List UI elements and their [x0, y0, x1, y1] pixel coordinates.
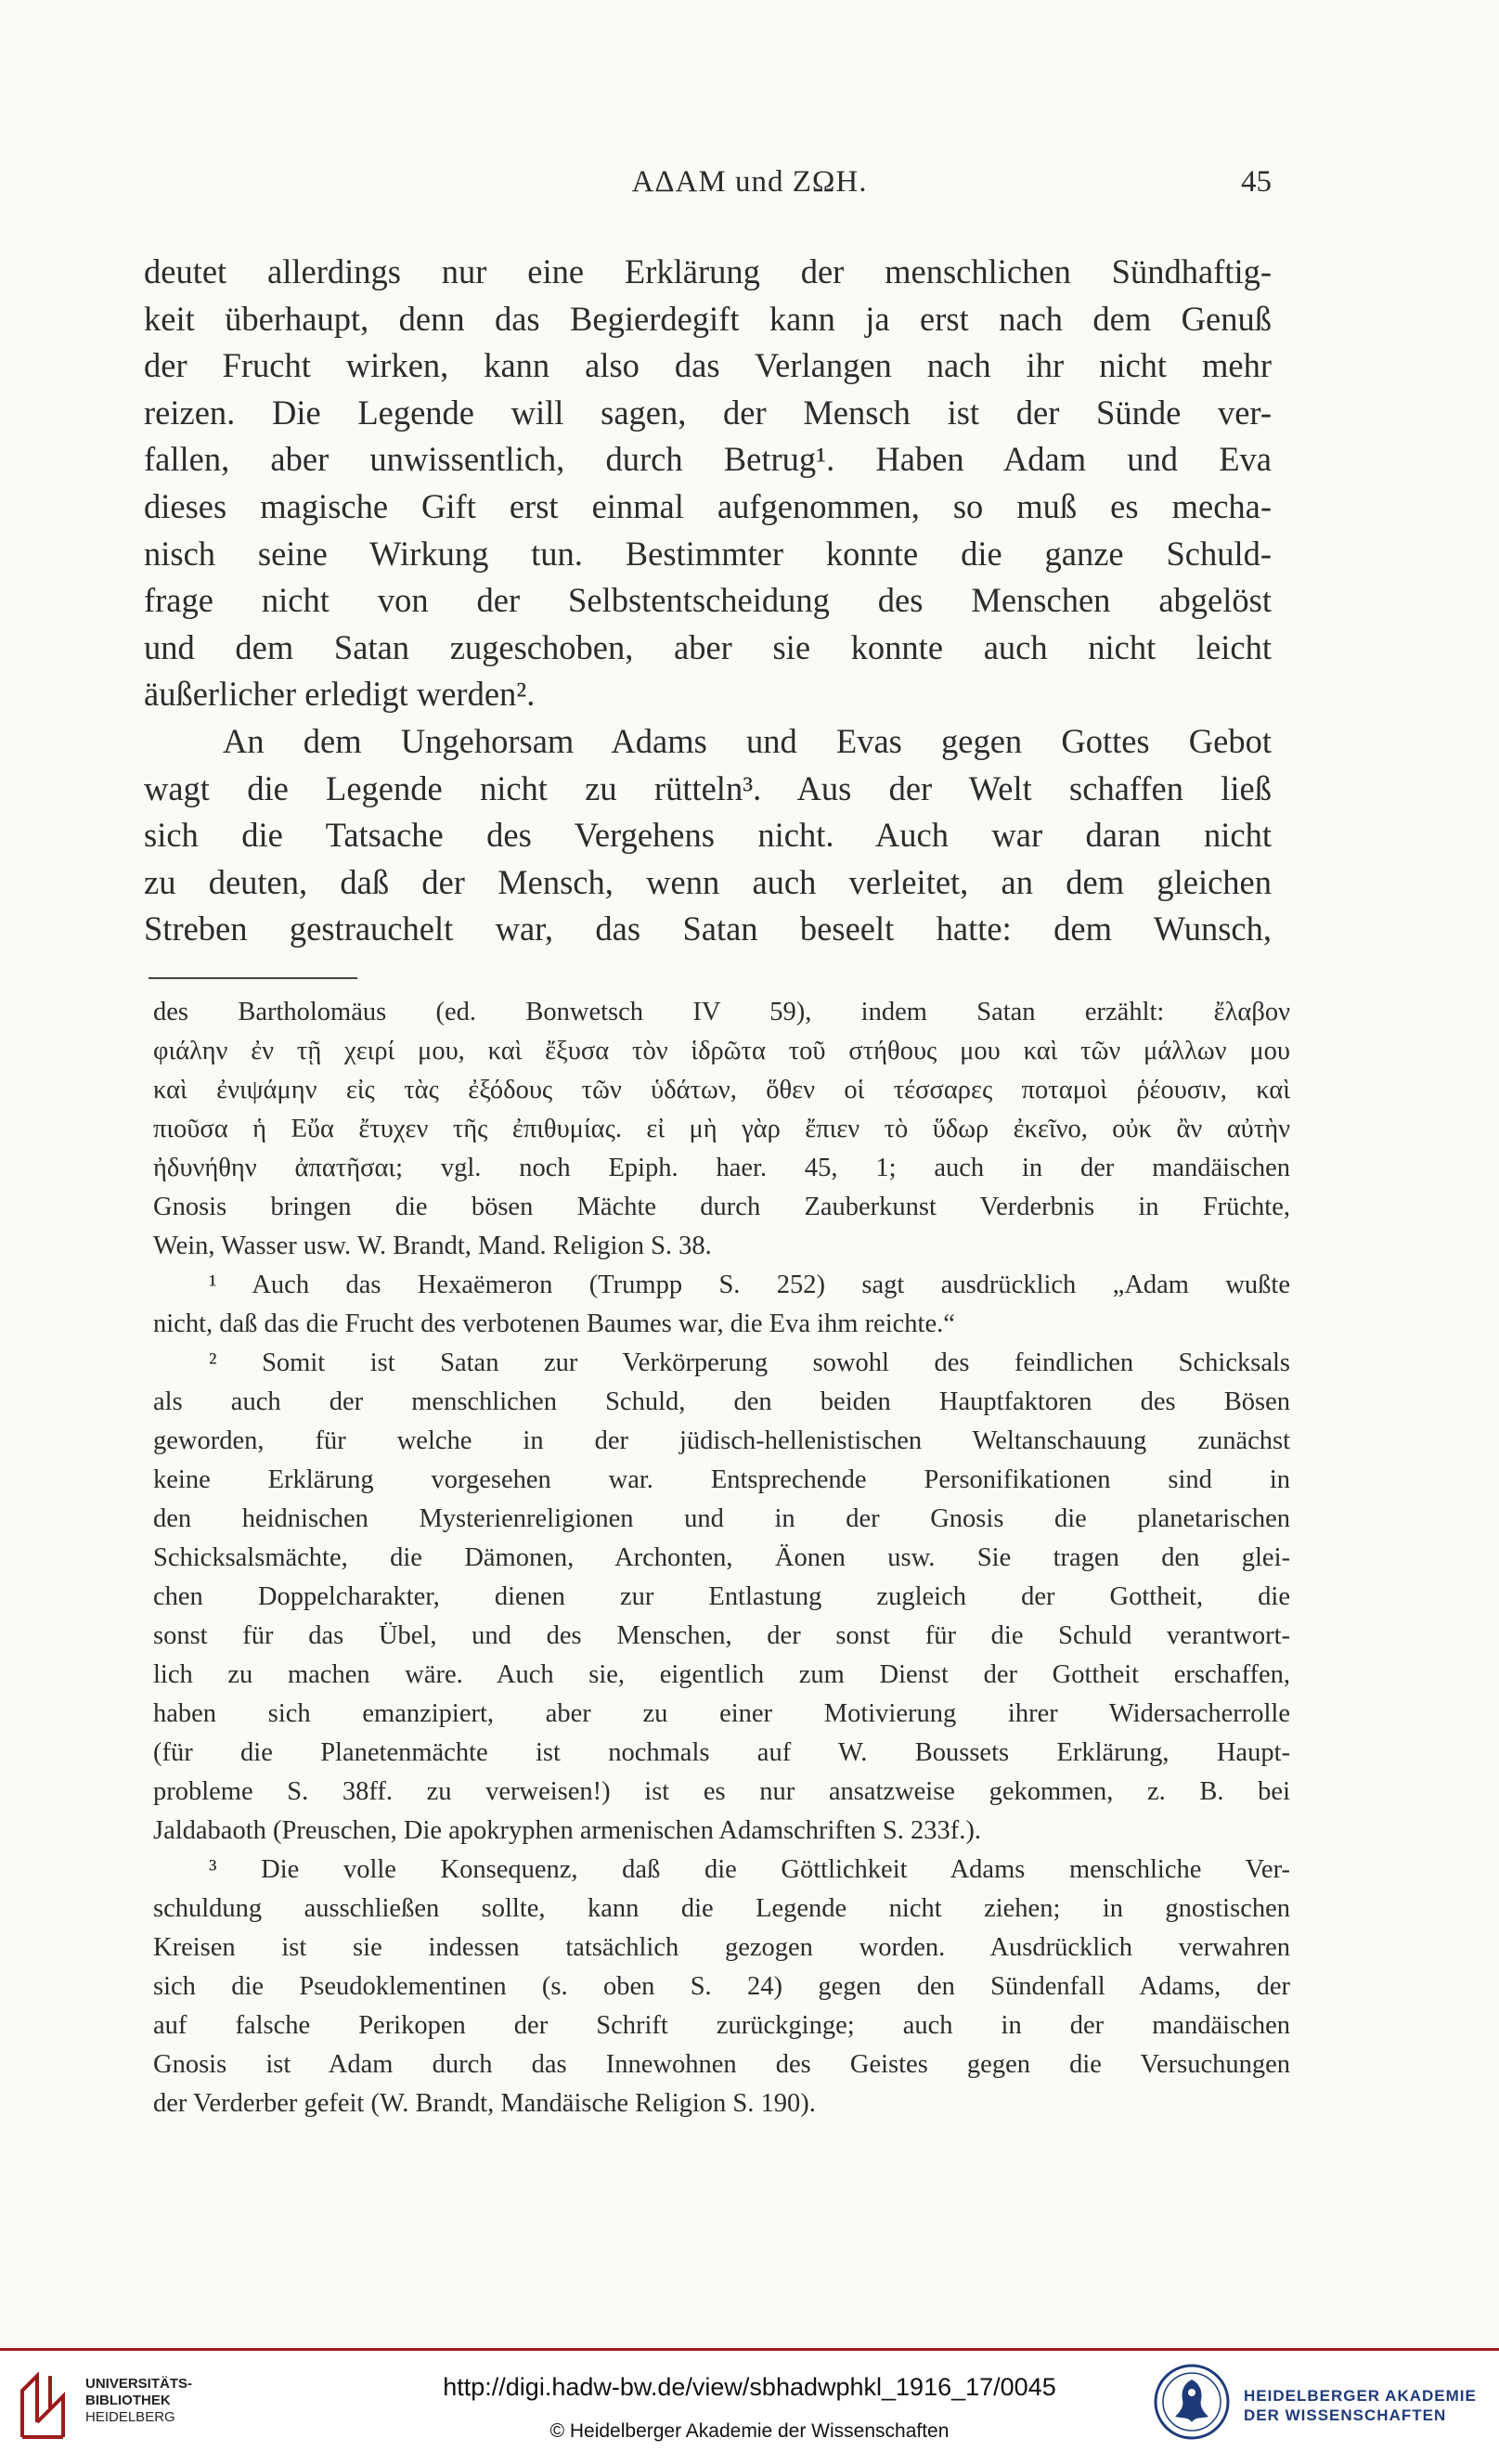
footnote-line: καὶ ἐνιψάμην εἰς τὰς ἐξόδους τῶν ὑδάτων, ὅθεν οἱ τέσσαρες ποταμοὶ ῥέουσιν, καὶ	[153, 1076, 1290, 1104]
text-line: wagt die Legende nicht zu rütteln³. Aus der Welt schaffen ließ	[144, 768, 1272, 807]
running-title: ΑΔΑΜ und ΖΩΗ.	[631, 165, 868, 199]
footnote-2-line: geworden, für welche in der jüdisch-hellenistischen Weltanschauung zunächst	[153, 1426, 1290, 1455]
footnote-2-line: den heidnischen Mysterienreligionen und in der Gnosis die planetarischen	[153, 1504, 1290, 1533]
academy-line: HEIDELBERGER AKADEMIE	[1244, 2387, 1477, 2405]
academy-line: DER WISSENSCHAFTEN	[1244, 2406, 1447, 2424]
text-line: und dem Satan zugeschoben, aber sie konnte auch nicht leicht	[144, 627, 1272, 666]
footnote-2-line: als auch der menschlichen Schuld, den beiden Hauptfaktoren des Bösen	[153, 1387, 1290, 1416]
text-line: zu deuten, daß der Mensch, wenn auch verleitet, an dem gleichen	[144, 862, 1272, 901]
paragraph-start-line: An dem Ungehorsam Adams und Evas gegen Gottes Gebot	[223, 721, 1272, 760]
academy-seal-icon[interactable]	[1153, 2363, 1231, 2441]
footnote-3-line: auf falsche Perikopen der Schrift zurückginge; auch in der mandäischen	[153, 2011, 1290, 2040]
footnote-line: φιάλην ἐν τῇ χειρί μου, καὶ ἔξυσα τὸν ἱδρῶτα τοῦ στήθους μου καὶ τῶν μάλλων μου	[153, 1037, 1290, 1065]
text-line: nisch seine Wirkung tun. Bestimmter konnte die ganze Schuld-	[144, 534, 1272, 573]
footnote-3-line: Kreisen ist sie indessen tatsächlich gezogen worden. Ausdrücklich verwahren	[153, 1933, 1290, 1962]
text-line: fallen, aber unwissentlich, durch Betrug¹. Haben Adam und Eva	[144, 440, 1272, 479]
footnote-line: des Bartholomäus (ed. Bonwetsch IV 59), indem Satan erzählt: ἔλαβον	[153, 998, 1290, 1026]
footnote-2-line: haben sich emanzipiert, aber zu einer Motivierung ihrer Widersacherrolle	[153, 1699, 1290, 1728]
footnote-2-line: sonst für das Übel, und des Menschen, der sonst für die Schuld verantwort-	[153, 1621, 1290, 1650]
footnote-3-line: ³ Die volle Konsequenz, daß die Göttlichkeit Adams menschliche Ver-	[209, 1855, 1290, 1884]
footnote-2-line: ² Somit ist Satan zur Verkörperung sowohl des feindlichen Schicksals	[209, 1348, 1290, 1377]
text-line: deutet allerdings nur eine Erklärung der menschlichen Sündhaftig-	[144, 252, 1272, 290]
footnote-2-line: keine Erklärung vorgesehen war. Entsprechende Personifikationen sind in	[153, 1465, 1290, 1494]
footnote-1-line: ¹ Auch das Hexaëmeron (Trumpp S. 252) sagt ausdrücklich „Adam wußte	[209, 1271, 1290, 1299]
text-line: der Frucht wirken, kann also das Verlangen nach ihr nicht mehr	[144, 346, 1272, 385]
academy-name	[1244, 2386, 1477, 2425]
text-line: sich die Tatsache des Vergehens nicht. Auch war daran nicht	[144, 816, 1272, 855]
ub-line: BIBLIOTHEK	[85, 2393, 171, 2408]
footnote-2-line: lich zu machen wäre. Auch sie, eigentlich zum Dienst der Gottheit erschaffen,	[153, 1660, 1290, 1689]
text-line: dieses magische Gift erst einmal aufgenommen, so muß es mecha-	[144, 486, 1272, 525]
footnote-3-line: schuldung ausschließen sollte, kann die Legende nicht ziehen; in gnostischen	[153, 1894, 1290, 1923]
footnote-line: πιοῦσα ἡ Εὔα ἔτυχεν τῆς ἐπιθυμίας. εἰ μὴ γὰρ ἔπιεν τὸ ὕδωρ ἐκεῖνο, οὐκ ἂν αὐτὴν	[153, 1115, 1290, 1143]
footnote-rule	[149, 977, 357, 979]
footnote-line: Gnosis bringen die bösen Mächte durch Zauberkunst Verderbnis in Früchte,	[153, 1193, 1290, 1221]
text-line: frage nicht von der Selbstentscheidung des Menschen abgelöst	[144, 581, 1272, 620]
text-line: reizen. Die Legende will sagen, der Mensch ist der Sünde ver-	[144, 393, 1272, 432]
footnote-line: Wein, Wasser usw. W. Brandt, Mand. Religion S. 38.	[153, 1232, 712, 1260]
footnote-3-line: Gnosis ist Adam durch das Innewohnen des Geistes gegen die Versuchungen	[153, 2050, 1290, 2079]
footnote-2-line: probleme S. 38ff. zu verweisen!) ist es nur ansatzweise gekommen, z. B. bei	[153, 1777, 1290, 1806]
footnote-3-line: sich die Pseudoklementinen (s. oben S. 24) gegen den Sündenfall Adams, der	[153, 1972, 1290, 2001]
footnote-2-line: Jaldabaoth (Preuschen, Die apokryphen armenischen Adamschriften S. 233f.).	[153, 1816, 981, 1845]
ub-line: HEIDELBERG	[85, 2409, 175, 2425]
footnote-1-line: nicht, daß das die Frucht des verbotenen Baumes war, die Eva ihm reichte.“	[153, 1309, 955, 1338]
footnotes	[153, 993, 1290, 2123]
permalink-url[interactable]: http://digi.hadw-bw.de/view/sbhadwphkl_1916_17/0045	[443, 2373, 1056, 2401]
main-text	[144, 249, 1272, 953]
page-header	[0, 165, 1499, 212]
footnote-2-line: (für die Planetenmächte ist nochmals auf W. Boussets Erklärung, Haupt-	[153, 1738, 1290, 1767]
copyright-notice: © Heidelberger Akademie der Wissenschaften	[549, 2420, 950, 2442]
ub-line: UNIVERSITÄTS-	[85, 2376, 193, 2392]
text-line: Streben gestrauchelt war, das Satan beseelt hatte: dem Wunsch,	[144, 909, 1272, 948]
footnote-3-line: der Verderber gefeit (W. Brandt, Mandäische Religion S. 190).	[153, 2089, 816, 2118]
footnote-2-line: chen Doppelcharakter, dienen zur Entlastung zugleich der Gottheit, die	[153, 1582, 1290, 1611]
page-number: 45	[1241, 165, 1272, 199]
footnote-2-line: Schicksalsmächte, die Dämonen, Archonten, Äonen usw. Sie tragen den glei-	[153, 1543, 1290, 1572]
footnote-line: ἠδυνήθην ἀπατῆσαι; vgl. noch Epiph. haer. 45, 1; auch in der mandäischen	[153, 1154, 1290, 1182]
text-line: keit überhaupt, denn das Begierdegift kann ja erst nach dem Genuß	[144, 299, 1272, 338]
text-line: äußerlicher erledigt werden².	[144, 675, 536, 714]
